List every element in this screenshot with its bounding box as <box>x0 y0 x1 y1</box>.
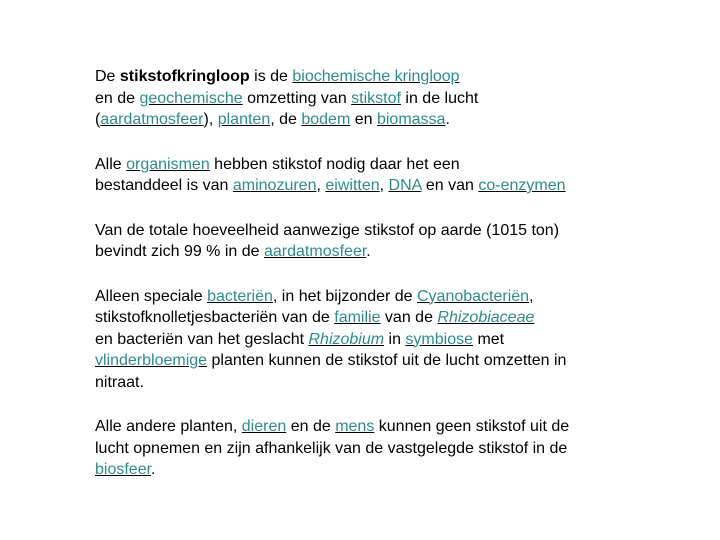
line <box>95 459 655 481</box>
line <box>95 307 655 329</box>
text: en van <box>421 177 479 194</box>
line <box>95 329 655 351</box>
link-vlinderbloemige[interactable]: vlinderbloemige <box>95 352 208 369</box>
line <box>95 109 655 131</box>
text: , <box>529 287 534 305</box>
link-biochemische-kringloop[interactable]: biochemische kringloop <box>292 68 460 85</box>
text: en <box>350 111 377 128</box>
link-rhizobium[interactable]: Rhizobium <box>308 330 385 348</box>
text: Alle andere planten, <box>95 418 242 435</box>
text: is de <box>249 68 293 85</box>
paragraph-3 <box>95 220 655 263</box>
text: kunnen geen stikstof uit de <box>374 418 570 435</box>
link-planten[interactable]: planten <box>217 111 271 128</box>
link-cyanobacterien[interactable]: Cyanobacteriën <box>417 287 530 305</box>
link-aardatmosfeer[interactable]: aardatmosfeer <box>100 111 204 128</box>
link-geochemische[interactable]: geochemische <box>139 89 243 107</box>
link-aardatmosfeer[interactable]: aardatmosfeer <box>264 243 367 260</box>
text: , <box>379 177 389 194</box>
link-eiwitten[interactable]: eiwitten <box>325 177 380 194</box>
text: . <box>366 243 371 260</box>
text: Alleen speciale <box>95 287 208 305</box>
line <box>95 241 655 263</box>
text: stikstofknolletjesbacteriën van de <box>95 309 335 326</box>
text: ), <box>203 111 218 128</box>
text: van de <box>380 309 438 326</box>
text: hebben stikstof nodig daar het een <box>209 155 460 173</box>
line <box>95 220 655 242</box>
link-dna[interactable]: DNA <box>388 177 422 194</box>
text: en bacteriën van het geslacht <box>95 330 309 348</box>
link-dieren[interactable]: dieren <box>241 418 287 435</box>
paragraph-5 <box>95 416 655 481</box>
link-biosfeer[interactable]: biosfeer <box>95 461 152 478</box>
line <box>95 66 655 88</box>
bold-term: stikstofkringloop <box>119 68 250 85</box>
text: met <box>473 330 505 348</box>
paragraph-4 <box>95 286 655 394</box>
line <box>95 88 655 110</box>
line <box>95 438 655 460</box>
text: en de <box>95 89 140 107</box>
link-stikstof[interactable]: stikstof <box>351 89 401 107</box>
text: bestanddeel is van <box>95 177 233 194</box>
text: Alle <box>95 155 127 173</box>
text: nitraat. <box>95 373 144 391</box>
text: lucht opnemen en zijn afhankelijk van de vastgelegde stikstof in de <box>95 439 568 457</box>
line <box>95 175 655 197</box>
link-bacterien[interactable]: bacteriën <box>207 287 273 305</box>
text: . <box>151 461 156 478</box>
link-familie[interactable]: familie <box>334 309 381 326</box>
link-rhizobiaceae[interactable]: Rhizobiaceae <box>437 309 535 326</box>
text: , <box>316 177 326 194</box>
text: en de <box>286 418 336 435</box>
text: . <box>445 111 450 128</box>
text: , de <box>270 111 302 128</box>
document-body <box>95 66 655 504</box>
line <box>95 286 655 308</box>
line <box>95 154 655 176</box>
line <box>95 416 655 438</box>
paragraph-2 <box>95 154 655 197</box>
line <box>95 350 655 372</box>
link-mens[interactable]: mens <box>335 418 375 435</box>
text: De <box>95 68 120 85</box>
text: planten kunnen de stikstof uit de lucht omzetten in <box>207 352 567 369</box>
link-organismen[interactable]: organismen <box>126 155 210 173</box>
text: ( <box>95 111 101 128</box>
text: omzetting van <box>242 89 352 107</box>
paragraph-1 <box>95 66 655 131</box>
link-bodem[interactable]: bodem <box>301 111 351 128</box>
link-co-enzymen[interactable]: co-enzymen <box>478 177 566 194</box>
text: in de lucht <box>400 89 479 107</box>
link-biomassa[interactable]: biomassa <box>376 111 446 128</box>
text: in <box>384 330 406 348</box>
text: bevindt zich 99 % in de <box>95 243 264 260</box>
link-symbiose[interactable]: symbiose <box>405 330 473 348</box>
line <box>95 372 655 394</box>
text: , in het bijzonder de <box>272 287 417 305</box>
link-aminozuren[interactable]: aminozuren <box>232 177 317 194</box>
text: Van de totale hoeveelheid aanwezige stikstof op aarde (1015 ton) <box>95 221 560 239</box>
